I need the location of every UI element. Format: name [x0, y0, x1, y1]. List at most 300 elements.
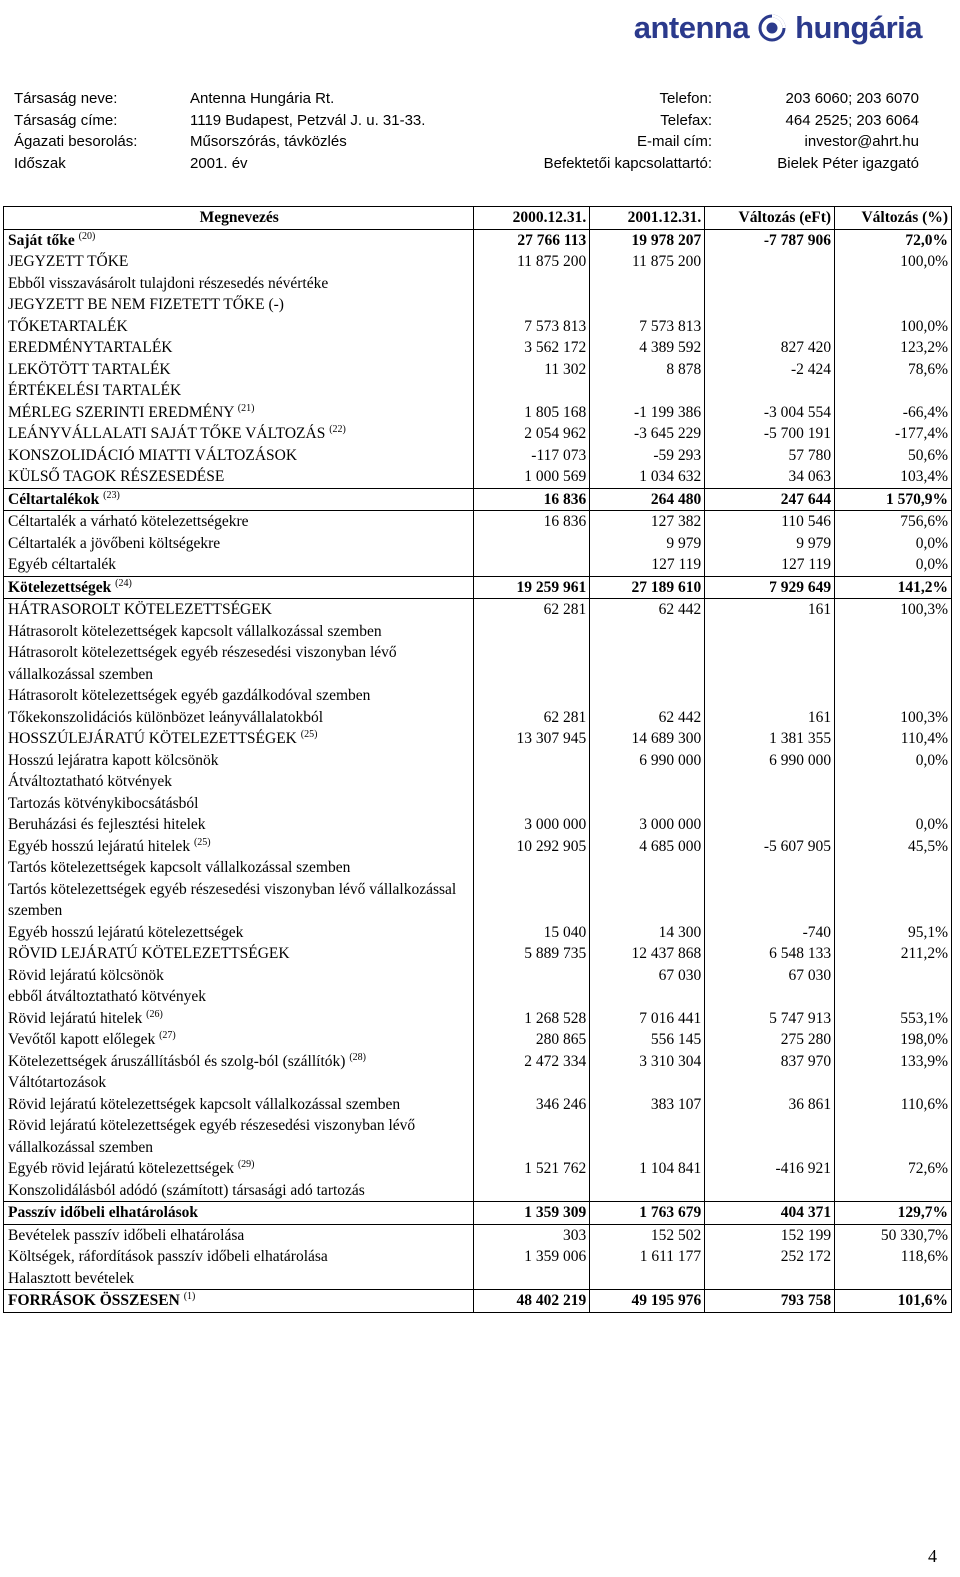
- table-row: [4, 1008, 952, 1030]
- table-row: [4, 1290, 952, 1313]
- row-label: Tartós kötelezettségek kapcsolt vállalkozással szemben: [8, 859, 351, 876]
- value-2000: 10 292 905: [474, 836, 590, 858]
- value-2000: [474, 1180, 590, 1202]
- footnote-ref: (23): [103, 489, 120, 501]
- table-row: [4, 1180, 952, 1202]
- value-change-eft: [705, 793, 835, 815]
- value-2001: [590, 986, 705, 1008]
- value-2001: -1 199 386: [590, 402, 705, 424]
- value-2000: [474, 621, 590, 643]
- table-row: [4, 554, 952, 576]
- value-2001: 14 689 300: [590, 728, 705, 750]
- table-row: [4, 402, 952, 424]
- footnote-ref: (28): [349, 1051, 366, 1063]
- value-2001: [590, 1115, 705, 1158]
- value-change-pct: 45,5%: [835, 836, 952, 858]
- value-2000: 1 359 006: [474, 1246, 590, 1268]
- row-label-cell: [4, 943, 474, 965]
- info-value: 1119 Budapest, Petzvál J. u. 31-33.: [190, 111, 426, 129]
- liabilities-table: [3, 206, 952, 1313]
- row-label-cell: [4, 1029, 474, 1051]
- value-2001: 152 502: [590, 1224, 705, 1246]
- value-change-pct: 553,1%: [835, 1008, 952, 1030]
- header-change-eft: Változás (eFt): [705, 207, 835, 230]
- value-2001: [590, 771, 705, 793]
- value-change-eft: 67 030: [705, 965, 835, 987]
- row-label: Céltartalékok: [8, 490, 100, 508]
- value-change-eft: [705, 1180, 835, 1202]
- info-value-right: Bielek Péter igazgató: [777, 154, 919, 172]
- info-value-right: 464 2525; 203 6064: [785, 111, 919, 129]
- value-2001: [590, 879, 705, 922]
- value-2000: [474, 1268, 590, 1290]
- row-label-cell: [4, 1072, 474, 1094]
- row-label: Rövid lejáratú kölcsönök: [8, 966, 164, 984]
- value-change-eft: -7 787 906: [705, 229, 835, 251]
- value-2000: [474, 750, 590, 772]
- value-2000: 16 836: [474, 511, 590, 533]
- value-change-pct: [835, 986, 952, 1008]
- value-2001: 11 875 200: [590, 251, 705, 273]
- value-2000: 27 766 113: [474, 229, 590, 251]
- table-row: [4, 1158, 952, 1180]
- value-change-eft: 57 780: [705, 445, 835, 467]
- value-change-eft: 404 371: [705, 1202, 835, 1225]
- value-2001: 127 382: [590, 511, 705, 533]
- value-change-eft: [705, 986, 835, 1008]
- row-label: KÜLSŐ TAGOK RÉSZESEDÉSE: [8, 468, 225, 485]
- row-label-cell: [4, 554, 474, 576]
- value-2000: [474, 533, 590, 555]
- value-2001: 62 442: [590, 599, 705, 621]
- row-label-cell: [4, 1158, 474, 1180]
- row-label: Tartozás kötvénykibocsátásból: [8, 794, 199, 812]
- info-label-right: Befektetői kapcsolattartó:: [543, 154, 712, 172]
- value-2000: [474, 857, 590, 879]
- value-change-pct: [835, 685, 952, 707]
- row-label: EREDMÉNYTARTALÉK: [8, 339, 173, 356]
- row-label-cell: [4, 986, 474, 1008]
- value-change-pct: 0,0%: [835, 750, 952, 772]
- row-label: Költségek, ráfordítások passzív időbeli elhatárolása: [8, 1248, 328, 1265]
- table-row: [4, 445, 952, 467]
- value-change-eft: 793 758: [705, 1290, 835, 1313]
- value-2000: 1 268 528: [474, 1008, 590, 1030]
- value-2001: 14 300: [590, 922, 705, 944]
- table-row: [4, 793, 952, 815]
- value-change-eft: [705, 771, 835, 793]
- row-label: Vevőtől kapott előlegek: [8, 1031, 156, 1048]
- row-label-cell: [4, 445, 474, 467]
- table-row: [4, 251, 952, 273]
- row-label-cell: [4, 316, 474, 338]
- info-label: Társaság címe:: [14, 111, 118, 129]
- value-change-pct: [835, 1268, 952, 1290]
- value-change-pct: [835, 1115, 952, 1158]
- value-2000: 5 889 735: [474, 943, 590, 965]
- value-change-eft: [705, 685, 835, 707]
- table-row: [4, 1115, 952, 1158]
- table-row: [4, 423, 952, 445]
- value-change-pct: 129,7%: [835, 1202, 952, 1225]
- value-change-pct: [835, 965, 952, 987]
- row-label: Céltartalék a jövőbeni költségekre: [8, 534, 221, 552]
- row-label: Rövid lejáratú kötelezettségek kapcsolt vállalkozással szemben: [8, 1095, 401, 1113]
- value-change-pct: 101,6%: [835, 1290, 952, 1313]
- row-label-cell: [4, 1115, 474, 1158]
- row-label: Konszolidálásból adódó (számított) társasági adó tartozás: [8, 1181, 365, 1199]
- value-change-pct: 756,6%: [835, 511, 952, 533]
- value-change-eft: -2 424: [705, 359, 835, 381]
- row-label-cell: [4, 466, 474, 488]
- value-2001: 383 107: [590, 1094, 705, 1116]
- table-row: [4, 685, 952, 707]
- table-row: [4, 879, 952, 922]
- value-2000: 13 307 945: [474, 728, 590, 750]
- value-change-eft: -416 921: [705, 1158, 835, 1180]
- row-label: Tartós kötelezettségek egyéb részesedési viszonyban lévő vállalkozással szemben: [8, 880, 457, 919]
- table-row: [4, 771, 952, 793]
- row-label: HÁTRASOROLT KÖTELEZETTSÉGEK: [8, 601, 272, 618]
- value-change-pct: [835, 879, 952, 922]
- value-change-eft: 110 546: [705, 511, 835, 533]
- value-2000: [474, 685, 590, 707]
- row-label: JEGYZETT TŐKE: [8, 253, 129, 270]
- value-change-eft: [705, 1072, 835, 1094]
- value-2000: 7 573 813: [474, 316, 590, 338]
- value-2001: [590, 857, 705, 879]
- table-row: [4, 316, 952, 338]
- row-label: Kötelezettségek: [8, 578, 112, 596]
- table-header-row: [4, 207, 952, 230]
- value-2000: 3 000 000: [474, 814, 590, 836]
- value-2000: 62 281: [474, 599, 590, 621]
- row-label: MÉRLEG SZERINTI EREDMÉNY: [8, 403, 234, 421]
- value-change-pct: 100,3%: [835, 599, 952, 621]
- row-label: LEÁNYVÁLLALATI SAJÁT TŐKE VÁLTOZÁS: [8, 425, 326, 442]
- value-2001: 1 611 177: [590, 1246, 705, 1268]
- info-label-right: Telefax:: [660, 111, 712, 129]
- value-2000: [474, 879, 590, 922]
- value-2001: 12 437 868: [590, 943, 705, 965]
- footnote-ref: (22): [329, 424, 346, 435]
- row-label-cell: [4, 229, 474, 251]
- value-change-pct: 0,0%: [835, 533, 952, 555]
- row-label: Rövid lejáratú hitelek: [8, 1009, 143, 1027]
- value-2001: 556 145: [590, 1029, 705, 1051]
- value-change-eft: 9 979: [705, 533, 835, 555]
- value-2001: 67 030: [590, 965, 705, 987]
- row-label: Hátrasorolt kötelezettségek egyéb gazdálkodóval szemben: [8, 687, 371, 704]
- value-2000: 15 040: [474, 922, 590, 944]
- value-2001: [590, 685, 705, 707]
- value-change-eft: [705, 251, 835, 273]
- row-label-cell: [4, 533, 474, 555]
- table-row: [4, 621, 952, 643]
- table-row: [4, 1029, 952, 1051]
- row-label: KONSZOLIDÁCIÓ MIATTI VÁLTOZÁSOK: [8, 446, 298, 464]
- footnote-ref: (24): [115, 577, 132, 589]
- value-change-eft: -5 607 905: [705, 836, 835, 858]
- table-row: [4, 488, 952, 511]
- value-change-pct: 72,6%: [835, 1158, 952, 1180]
- value-change-eft: 7 929 649: [705, 576, 835, 599]
- row-label: Váltótartozások: [8, 1074, 107, 1091]
- value-change-pct: [835, 294, 952, 316]
- value-2000: -117 073: [474, 445, 590, 467]
- value-change-eft: 6 548 133: [705, 943, 835, 965]
- row-label-cell: [4, 814, 474, 836]
- value-2000: 19 259 961: [474, 576, 590, 599]
- table-row: [4, 576, 952, 599]
- row-label: Halasztott bevételek: [8, 1269, 135, 1287]
- row-label-cell: [4, 294, 474, 316]
- value-2000: [474, 554, 590, 576]
- value-2000: 16 836: [474, 488, 590, 511]
- table-row: [4, 728, 952, 750]
- value-change-eft: -5 700 191: [705, 423, 835, 445]
- row-label-cell: [4, 1246, 474, 1268]
- row-label-cell: [4, 251, 474, 273]
- row-label: JEGYZETT BE NEM FIZETETT TŐKE (-): [8, 296, 284, 313]
- row-label: Beruházási és fejlesztési hitelek: [8, 816, 206, 833]
- value-2000: [474, 273, 590, 295]
- value-change-eft: 5 747 913: [705, 1008, 835, 1030]
- value-change-eft: 275 280: [705, 1029, 835, 1051]
- footnote-ref: (20): [78, 230, 96, 242]
- value-change-eft: -740: [705, 922, 835, 944]
- value-2000: 2 472 334: [474, 1051, 590, 1073]
- info-label-right: Telefon:: [659, 90, 712, 107]
- value-2001: [590, 273, 705, 295]
- value-2001: [590, 1268, 705, 1290]
- row-label: ebből átváltoztatható kötvények: [8, 988, 206, 1005]
- footnote-ref: (25): [193, 836, 211, 848]
- header-2000: 2000.12.31.: [474, 207, 590, 230]
- value-2000: 11 875 200: [474, 251, 590, 273]
- row-label-cell: [4, 576, 474, 599]
- table-row: [4, 294, 952, 316]
- value-2001: 1 763 679: [590, 1202, 705, 1225]
- row-label: Bevételek passzív időbeli elhatárolása: [8, 1226, 245, 1244]
- table-row: [4, 511, 952, 533]
- value-2001: [590, 793, 705, 815]
- value-2000: 303: [474, 1224, 590, 1246]
- table-row: [4, 1224, 952, 1246]
- value-change-eft: 1 381 355: [705, 728, 835, 750]
- row-label-cell: [4, 1180, 474, 1202]
- value-change-eft: 247 644: [705, 488, 835, 511]
- value-change-pct: 1 570,9%: [835, 488, 952, 511]
- value-change-eft: 36 861: [705, 1094, 835, 1116]
- value-change-pct: 133,9%: [835, 1051, 952, 1073]
- table-row: [4, 1072, 952, 1094]
- value-2001: 7 016 441: [590, 1008, 705, 1030]
- value-2001: 1 104 841: [590, 1158, 705, 1180]
- value-2000: 1 000 569: [474, 466, 590, 488]
- table-row: [4, 857, 952, 879]
- row-label-cell: [4, 423, 474, 445]
- value-2001: [590, 1072, 705, 1094]
- table-row: [4, 229, 952, 251]
- value-2001: 127 119: [590, 554, 705, 576]
- value-2001: [590, 294, 705, 316]
- value-change-eft: 837 970: [705, 1051, 835, 1073]
- row-label-cell: [4, 750, 474, 772]
- value-2001: [590, 621, 705, 643]
- table-row: [4, 814, 952, 836]
- table-row: [4, 273, 952, 295]
- value-change-pct: [835, 1180, 952, 1202]
- value-change-pct: 100,3%: [835, 707, 952, 729]
- value-2001: 27 189 610: [590, 576, 705, 599]
- value-2000: [474, 793, 590, 815]
- row-label-cell: [4, 273, 474, 295]
- row-label: Kötelezettségek áruszállításból és szolg-ból (szállítók): [8, 1052, 346, 1070]
- info-label: Időszak: [14, 154, 66, 172]
- value-2001: [590, 1180, 705, 1202]
- value-2001: 8 878: [590, 359, 705, 381]
- row-label: Ebből visszavásárolt tulajdoni részesedés névértéke: [8, 274, 329, 292]
- value-2000: [474, 965, 590, 987]
- value-change-pct: [835, 642, 952, 685]
- row-label-cell: [4, 511, 474, 533]
- row-label-cell: [4, 359, 474, 381]
- value-2000: [474, 1115, 590, 1158]
- row-label: HOSSZÚLEJÁRATÚ KÖTELEZETTSÉGEK: [8, 730, 297, 747]
- value-change-eft: 161: [705, 707, 835, 729]
- table-body: [4, 229, 952, 1312]
- value-2001: 1 034 632: [590, 466, 705, 488]
- value-2000: 1 359 309: [474, 1202, 590, 1225]
- value-change-pct: 118,6%: [835, 1246, 952, 1268]
- value-2001: 264 480: [590, 488, 705, 511]
- row-label-cell: [4, 1224, 474, 1246]
- table-row: [4, 642, 952, 685]
- value-2000: [474, 380, 590, 402]
- row-label-cell: [4, 488, 474, 511]
- row-label-cell: [4, 728, 474, 750]
- row-label-cell: [4, 965, 474, 987]
- row-label-cell: [4, 685, 474, 707]
- value-2000: [474, 294, 590, 316]
- value-2000: 3 562 172: [474, 337, 590, 359]
- table-row: [4, 466, 952, 488]
- row-label-cell: [4, 879, 474, 922]
- table-row: [4, 943, 952, 965]
- value-change-pct: 123,2%: [835, 337, 952, 359]
- header-name: Megnevezés: [4, 207, 474, 230]
- value-2000: 48 402 219: [474, 1290, 590, 1313]
- value-2001: -59 293: [590, 445, 705, 467]
- value-change-eft: [705, 1268, 835, 1290]
- row-label-cell: [4, 1268, 474, 1290]
- value-2001: 19 978 207: [590, 229, 705, 251]
- table-row: [4, 1202, 952, 1225]
- footnote-ref: (25): [300, 729, 318, 740]
- row-label: TŐKETARTALÉK: [8, 317, 128, 335]
- value-change-eft: [705, 857, 835, 879]
- row-label-cell: [4, 337, 474, 359]
- value-2001: 4 389 592: [590, 337, 705, 359]
- header-2001: 2001.12.31.: [590, 207, 705, 230]
- info-email-value: investor@ahrt.hu: [804, 133, 919, 150]
- value-change-eft: 127 119: [705, 554, 835, 576]
- row-label: Saját tőke: [8, 231, 75, 249]
- row-label: RÖVID LEJÁRATÚ KÖTELEZETTSÉGEK: [8, 945, 290, 962]
- value-change-pct: -66,4%: [835, 402, 952, 424]
- value-change-eft: 152 199: [705, 1224, 835, 1246]
- table-row: [4, 965, 952, 987]
- value-change-pct: [835, 621, 952, 643]
- row-label-cell: [4, 1051, 474, 1073]
- value-change-eft: 252 172: [705, 1246, 835, 1268]
- value-2000: 280 865: [474, 1029, 590, 1051]
- table-row: [4, 1246, 952, 1268]
- row-label-cell: [4, 1094, 474, 1116]
- row-label-cell: [4, 836, 474, 858]
- value-2000: [474, 642, 590, 685]
- value-2000: 11 302: [474, 359, 590, 381]
- header-change-pct: Változás (%): [835, 207, 952, 230]
- value-change-pct: 103,4%: [835, 466, 952, 488]
- logo-text-hungaria: hungária: [795, 10, 922, 45]
- value-2001: 7 573 813: [590, 316, 705, 338]
- row-label-cell: [4, 707, 474, 729]
- table-row: [4, 337, 952, 359]
- footnote-ref: (26): [146, 1008, 163, 1020]
- info-label: Ágazati besorolás:: [14, 133, 138, 150]
- table-row: [4, 1051, 952, 1073]
- row-label-cell: [4, 621, 474, 643]
- value-2000: [474, 1072, 590, 1094]
- value-change-pct: [835, 771, 952, 793]
- value-2001: 6 990 000: [590, 750, 705, 772]
- info-row: [14, 110, 919, 132]
- value-2000: [474, 771, 590, 793]
- value-change-pct: 198,0%: [835, 1029, 952, 1051]
- value-2000: 1 805 168: [474, 402, 590, 424]
- value-2000: 2 054 962: [474, 423, 590, 445]
- value-change-eft: [705, 814, 835, 836]
- company-logo: [634, 10, 922, 46]
- row-label: Egyéb hosszú lejáratú hitelek: [8, 837, 191, 855]
- table-row: [4, 750, 952, 772]
- row-label: LEKÖTÖTT TARTALÉK: [8, 360, 171, 378]
- value-change-pct: 110,6%: [835, 1094, 952, 1116]
- row-label: Egyéb rövid lejáratú kötelezettségek: [8, 1160, 234, 1177]
- value-change-eft: [705, 879, 835, 922]
- row-label: Passzív időbeli elhatárolások: [8, 1204, 199, 1221]
- info-value: 2001. év: [190, 154, 248, 172]
- value-change-pct: 100,0%: [835, 251, 952, 273]
- footnote-ref: (29): [237, 1159, 255, 1170]
- table-row: [4, 922, 952, 944]
- value-2001: -3 645 229: [590, 423, 705, 445]
- value-change-pct: 0,0%: [835, 814, 952, 836]
- row-label-cell: [4, 380, 474, 402]
- info-label: Társaság neve:: [14, 90, 118, 107]
- value-change-eft: [705, 642, 835, 685]
- value-change-pct: 100,0%: [835, 316, 952, 338]
- row-label-cell: [4, 771, 474, 793]
- value-change-pct: [835, 1072, 952, 1094]
- value-change-pct: 95,1%: [835, 922, 952, 944]
- table-row: [4, 986, 952, 1008]
- row-label-cell: [4, 1202, 474, 1225]
- row-label-cell: [4, 1008, 474, 1030]
- row-label: Céltartalék a várható kötelezettségekre: [8, 513, 249, 530]
